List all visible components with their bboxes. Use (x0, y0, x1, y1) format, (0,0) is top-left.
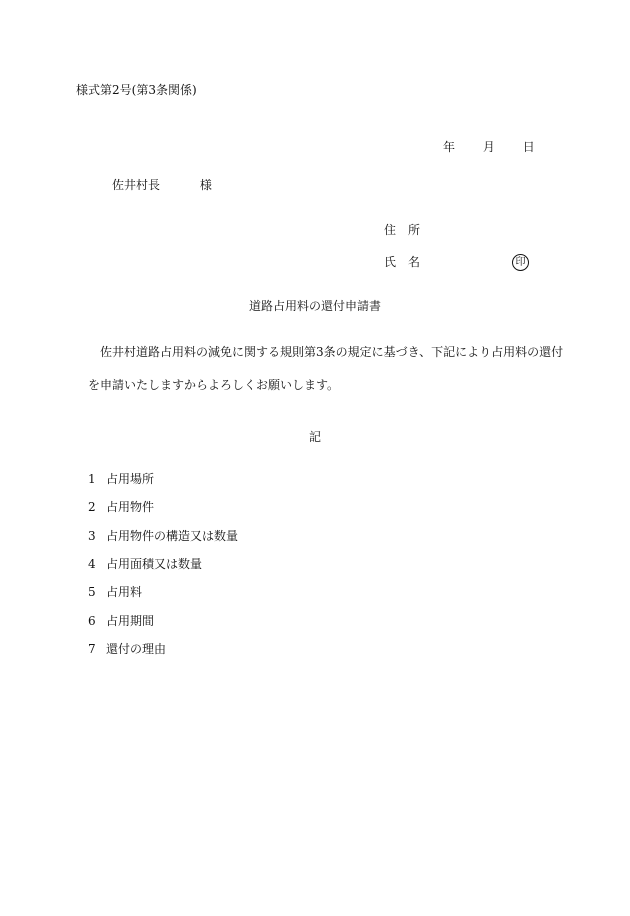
addressee (112, 179, 212, 191)
list-item (88, 643, 166, 655)
item-number: 2 (88, 500, 96, 514)
applicant-name-label (384, 256, 420, 268)
name-label-char-1: 氏 (384, 255, 397, 269)
date-day-label: 日 (522, 140, 535, 154)
addressee-honorific: 様 (199, 178, 212, 192)
form-number: 様式第2号(第3条関係) (76, 83, 197, 97)
list-item (88, 501, 154, 513)
item-number: 1 (88, 472, 96, 486)
item-label: 占用料 (106, 585, 143, 599)
address-label-char-2: 所 (408, 223, 421, 237)
list-item (88, 558, 202, 570)
item-label: 占用場所 (106, 472, 155, 486)
body-text-line-2: を申請いたしますからよろしくお願いします。 (88, 378, 340, 392)
item-label: 占用面積又は数量 (106, 557, 203, 571)
list-item (88, 473, 154, 485)
item-number: 6 (88, 614, 96, 628)
list-item (88, 586, 142, 598)
item-label: 還付の理由 (106, 642, 167, 656)
seal-icon: 印 (512, 254, 529, 271)
date-line (443, 141, 535, 153)
item-number: 4 (88, 557, 96, 571)
item-number: 5 (88, 585, 96, 599)
item-number: 3 (88, 529, 96, 543)
list-item (88, 530, 238, 542)
item-label: 占用期間 (106, 614, 155, 628)
applicant-address-label (384, 224, 420, 236)
name-label-char-2: 名 (408, 255, 421, 269)
item-label: 占用物件 (106, 500, 155, 514)
list-item (88, 615, 154, 627)
address-label-char-1: 住 (384, 223, 397, 237)
addressee-name: 佐井村長 (112, 178, 161, 192)
date-month-label: 月 (482, 140, 495, 154)
item-number: 7 (88, 642, 96, 656)
date-year-label: 年 (443, 140, 456, 154)
item-label: 占用物件の構造又は数量 (106, 529, 239, 543)
record-mark: 記 (308, 430, 321, 444)
body-text-line-1: 佐井村道路占用料の減免に関する規則第3条の規定に基づき、下記により占用料の還付 (100, 345, 564, 359)
document-title: 道路占用料の還付申請書 (248, 299, 381, 313)
